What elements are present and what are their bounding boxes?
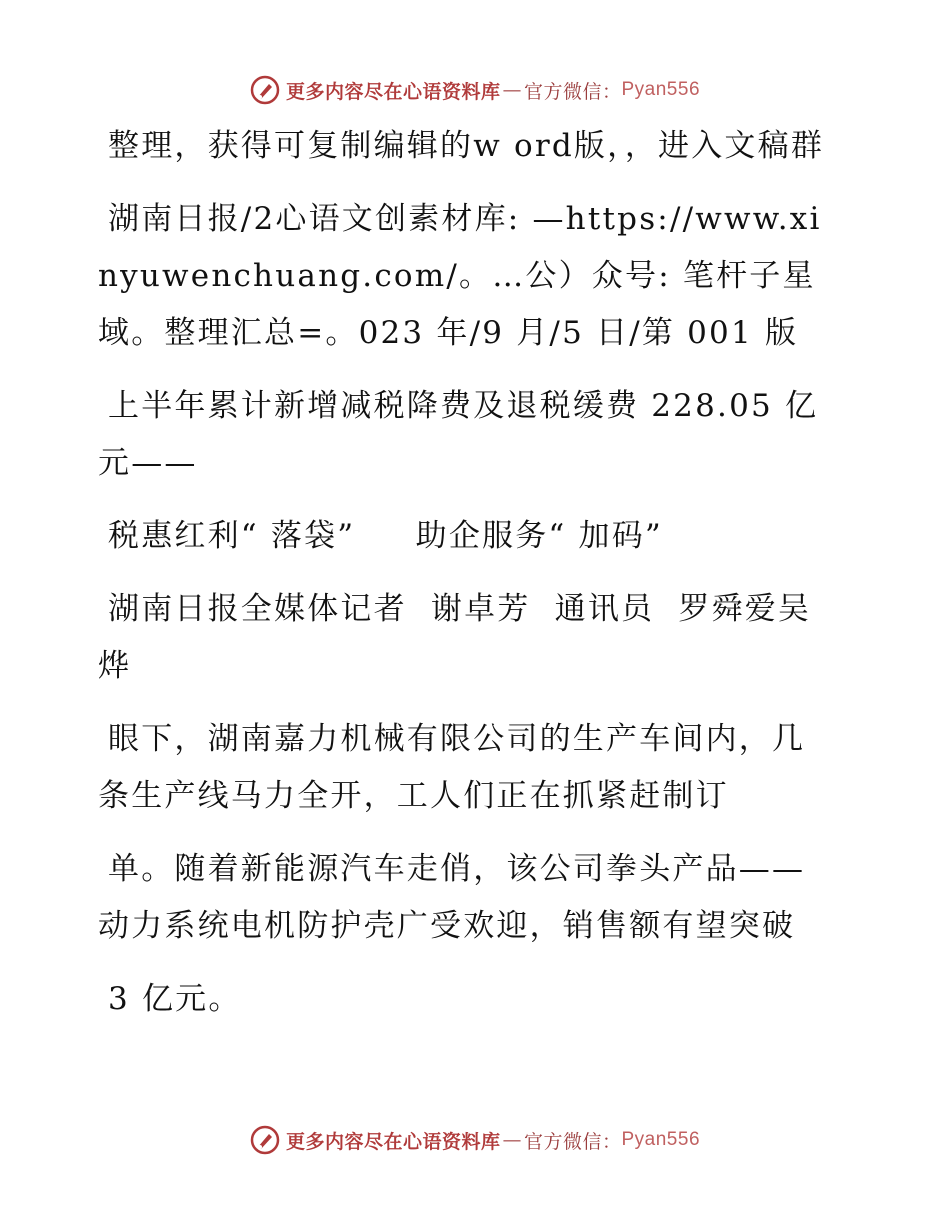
- pen-nib-circle-icon: [250, 1125, 280, 1155]
- paragraph-1: 整理，获得可复制编辑的w ord版，，进入文稿群: [108, 128, 825, 164]
- paragraph-3: 上半年累计新增减税降费及退税缓费 228.05 亿元——: [98, 388, 819, 481]
- paragraph-5-byline: 湖南日报全媒体记者 谢卓芳 通讯员 罗舜爱吴烨: [98, 591, 812, 684]
- watermark-brand: 更多内容尽在心语资料库: [285, 80, 501, 103]
- pen-nib-circle-icon: [250, 75, 280, 105]
- paragraph-6: 眼下，湖南嘉力机械有限公司的生产车间内，几条生产线马力全开，工人们正在抓紧赶制订: [98, 721, 806, 814]
- document-body: [98, 118, 838, 1044]
- watermark-dash: —: [502, 1129, 522, 1151]
- watermark-banner-top: [0, 70, 950, 110]
- watermark-wechat-id: Pyan556: [621, 1129, 701, 1150]
- paragraph-4-subheadline: 税惠红利“ 落袋” 助企服务“ 加码”: [108, 518, 663, 554]
- paragraph-7: 单。随着新能源汽车走俏，该公司拳头产品——动力系统电机防护壳广受欢迎，销售额有望突破: [98, 851, 806, 944]
- watermark-dash: —: [502, 79, 522, 101]
- watermark-wechat-label: 官方微信：: [523, 1130, 622, 1153]
- paragraph-8: 3 亿元。: [108, 981, 242, 1017]
- watermark-banner-bottom: [0, 1120, 950, 1160]
- watermark-wechat-label: 官方微信：: [523, 80, 622, 103]
- watermark-wechat-id: Pyan556: [621, 79, 701, 100]
- paragraph-2: 湖南日报/2心语文创素材库: —https://www.xinyuwenchuang.com/。…公）众号: 笔杆子星域。整理汇总=。023 年/9 月/5 日/第 001 版: [98, 201, 822, 351]
- watermark-brand: 更多内容尽在心语资料库: [285, 1130, 501, 1153]
